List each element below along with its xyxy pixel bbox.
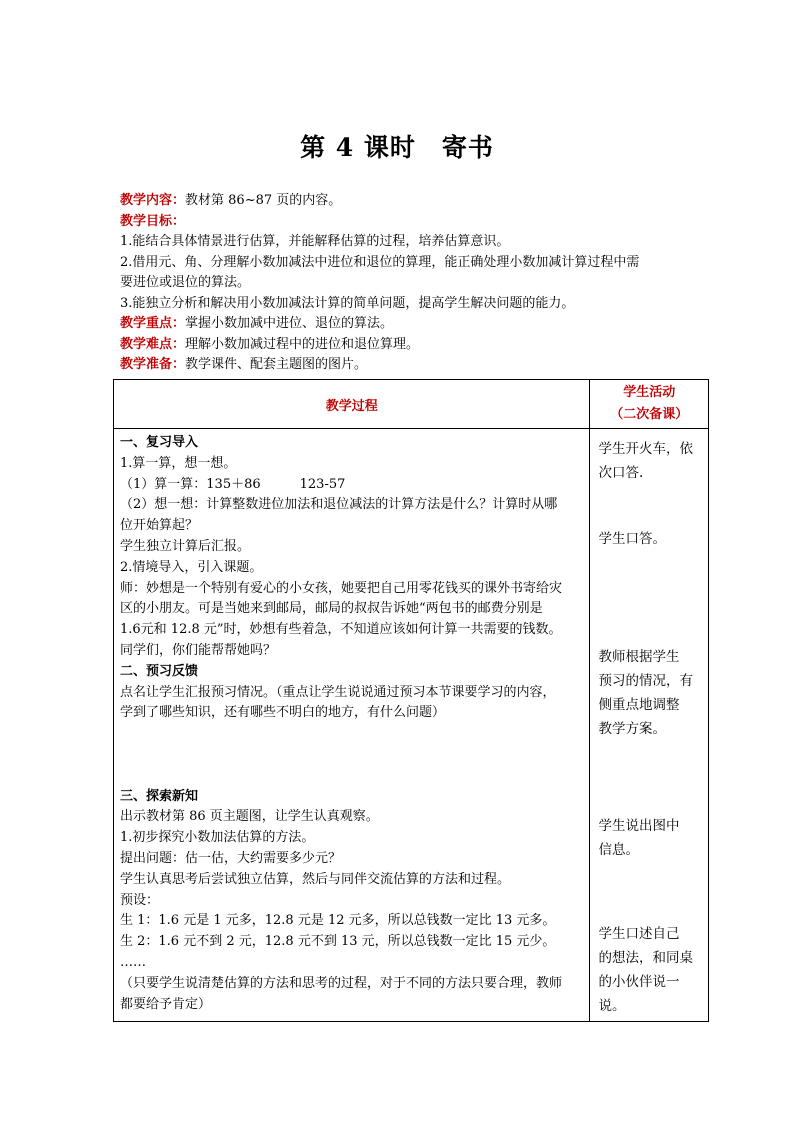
title-topic: 寄书 bbox=[441, 133, 494, 162]
prep-line bbox=[120, 355, 720, 376]
process-line: 点名让学生汇报预习情况。（重点让学生说说通过预习本节课要学习的内容， bbox=[120, 684, 556, 700]
header-activity-line2: （二次备课） bbox=[610, 407, 689, 422]
process-line: 区的小朋友。可是当她来到邮局，邮局的叔叔告诉她“两包书的邮费分别是 bbox=[120, 601, 543, 617]
activity-note bbox=[598, 645, 702, 741]
activity-line: 学生口答。 bbox=[598, 531, 666, 547]
table-body-row bbox=[114, 429, 709, 1022]
section-heading: 一、复习导入 bbox=[120, 435, 199, 450]
key-label: 教学重点： bbox=[120, 316, 186, 331]
process-line: （2）想一想：计算整数进位加法和退位减法的计算方法是什么？计算时从哪 bbox=[120, 497, 558, 513]
activity-line: 说。 bbox=[598, 998, 626, 1014]
difficulty-label: 教学难点： bbox=[120, 336, 186, 352]
activity-line: 次口答. bbox=[598, 465, 644, 481]
prep-text: 教学课件、配套主题图的图片。 bbox=[185, 357, 368, 372]
process-line: 学生认真思考后尝试独立估算，然后与同伴交流估算的方法和过程。 bbox=[120, 871, 511, 887]
goal-item: 3.能独立分析和解决用小数加减法计算的简单问题，提高学生解决问题的能力。 bbox=[120, 295, 575, 311]
process-line: （只要学生说清楚估算的方法和思考的过程，对于不同的方法只要合理，教师 bbox=[120, 975, 563, 991]
header-activity bbox=[590, 380, 709, 429]
process-cell bbox=[114, 429, 590, 1022]
key-line bbox=[120, 314, 720, 335]
header-activity-line1: 学生活动 bbox=[623, 385, 676, 400]
process-line: 同学们，你们能帮帮她吗？ bbox=[120, 642, 277, 658]
process-line: 生 2：1.6 元不到 2 元，12.8 元不到 13 元，所以总钱数一定比 15 元少。 bbox=[120, 934, 556, 950]
process-line: 位开始算起？ bbox=[120, 518, 199, 534]
activity-line: 学生开火车，依 bbox=[598, 441, 693, 457]
process-line: 1.算一算，想一想。 bbox=[120, 455, 237, 471]
activity-line: 学生说出图中 bbox=[598, 818, 680, 834]
activity-line: 学生口述自己 bbox=[598, 926, 680, 942]
lesson-table bbox=[113, 379, 709, 1022]
activity-note bbox=[598, 814, 702, 862]
process-line: 1.6元和 12.8 元”时，妙想有些着急，不知道应该如何计算一共需要的钱数。 bbox=[120, 622, 562, 638]
activity-note bbox=[598, 527, 702, 551]
lesson-intro bbox=[120, 191, 720, 376]
section-heading: 二、预习反馈 bbox=[120, 663, 199, 679]
activity-note bbox=[598, 437, 702, 485]
activity-note bbox=[598, 922, 702, 1018]
activity-line: 预习的情况，有 bbox=[598, 673, 693, 689]
activity-line: 教师根据学生 bbox=[598, 649, 680, 665]
process-line: （1）算一算：135＋86 123-57 bbox=[120, 476, 346, 492]
process-line: 提出问题：估一估，大约需要多少元？ bbox=[120, 850, 342, 866]
process-line: 出示教材第 86 页主题图，让学生认真观察。 bbox=[120, 809, 379, 825]
process-line: 预设： bbox=[120, 892, 160, 908]
goals-line bbox=[120, 212, 720, 233]
process-line: 学到了哪些知识，还有哪些不明白的地方，有什么问题） bbox=[120, 705, 446, 721]
activity-line: 信息。 bbox=[598, 842, 639, 858]
process-line: 1.初步探究小数加法估算的方法。 bbox=[120, 830, 315, 846]
activity-line: 的想法，和同桌 bbox=[598, 950, 693, 966]
goals-label: 教学目标： bbox=[120, 213, 186, 229]
process-line: …… bbox=[120, 954, 146, 970]
content-label: 教学内容： bbox=[120, 193, 186, 208]
activity-line: 教学方案。 bbox=[598, 721, 666, 737]
goal-item: 2.借用元、角、分理解小数加减法中进位和退位的算理，能正确处理小数加减计算过程中需 bbox=[120, 254, 640, 270]
process-line: 2.情境导入，引入课题。 bbox=[120, 559, 263, 575]
title-lesson: 第 4 课时 bbox=[300, 133, 416, 162]
activity-cell bbox=[590, 429, 709, 1022]
goal-item: 要进位或退位的算法。 bbox=[120, 275, 251, 290]
content-text: 教材第 86~87 页的内容。 bbox=[185, 193, 342, 208]
difficulty-text: 理解小数加减过程中的进位和退位算理。 bbox=[185, 336, 420, 352]
activity-line: 侧重点地调整 bbox=[598, 697, 680, 713]
key-text: 掌握小数加减中进位、退位的算法。 bbox=[185, 316, 394, 331]
page-title bbox=[0, 128, 794, 164]
process-line: 师：妙想是一个特别有爱心的小女孩，她要把自己用零花钱买的课外书寄给灾 bbox=[120, 580, 563, 596]
section-heading: 三、探索新知 bbox=[120, 788, 199, 804]
process-line: 生 1：1.6 元是 1 元多，12.8 元是 12 元多，所以总钱数一定比 13 元多。 bbox=[120, 913, 556, 929]
content-line bbox=[120, 191, 720, 212]
process-line bbox=[120, 745, 585, 766]
difficulty-line bbox=[120, 335, 720, 356]
process-line: 学生独立计算后汇报。 bbox=[120, 538, 251, 554]
activity-line: 的小伙伴说一 bbox=[598, 974, 680, 990]
goal-item: 1.能结合具体情景进行估算，并能解释估算的过程，培养估算意识。 bbox=[120, 234, 510, 249]
process-line bbox=[120, 766, 585, 787]
prep-label: 教学准备： bbox=[120, 357, 186, 372]
header-process: 教学过程 bbox=[114, 380, 590, 429]
process-line bbox=[120, 724, 585, 745]
process-line: 都要给予肯定） bbox=[120, 996, 212, 1012]
table-header-row bbox=[114, 380, 709, 429]
